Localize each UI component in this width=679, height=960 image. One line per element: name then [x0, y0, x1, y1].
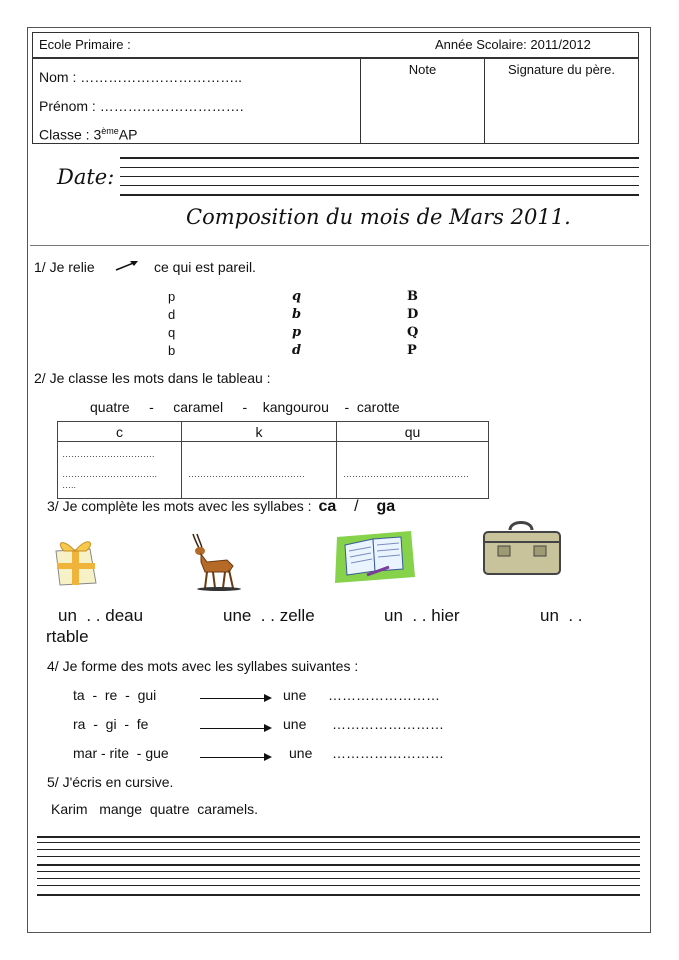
notebook-icon [331, 527, 417, 587]
classe-sup: ème [101, 126, 119, 136]
date-writing-lines [120, 157, 639, 197]
q3-label-text: 3/ Je complète les mots avec les syllabes : [47, 498, 312, 514]
arrow-icon [200, 728, 270, 729]
q4-answer-2[interactable]: …………………… [332, 716, 444, 732]
note-box [360, 58, 485, 144]
arrow-icon [200, 698, 270, 699]
answer-cell-k[interactable] [182, 442, 337, 499]
q5-sentence: Karim mange quatre caramels. [51, 801, 258, 817]
q4-article-3: une [289, 745, 313, 761]
q2-label: 2/ Je classe les mots dans le tableau : [34, 370, 271, 386]
header-school-row [32, 32, 639, 58]
syllable-ga: ga [376, 498, 396, 515]
q1-label-b: ce qui est pareil. [154, 259, 256, 275]
q4-answer-3[interactable]: …………………… [332, 745, 444, 761]
syllable-ca: ca [318, 498, 337, 515]
answer-cell-c[interactable] [58, 442, 182, 499]
answer-cell-qu[interactable] [337, 442, 489, 499]
student-info-box [32, 58, 361, 144]
satchel-icon [480, 518, 564, 580]
q1-letter: b [168, 343, 176, 358]
arrow-icon [200, 757, 270, 758]
q1-letter: d [168, 307, 176, 322]
q4-label: 4/ Je forme des mots avec les syllabes suivantes : [47, 658, 359, 674]
signature-box [484, 58, 639, 144]
q1-column-capitals [407, 288, 418, 360]
q2-word-list: quatre - caramel - kangourou - carotte [90, 399, 400, 415]
school-label: Ecole Primaire : [39, 37, 131, 52]
q4-article-2: une [283, 716, 307, 732]
q4-answer-1[interactable]: …………………… [328, 687, 440, 703]
q3-word-3: un . . hier [384, 606, 460, 625]
dotted-line: ………………………….. [62, 469, 158, 479]
q1-letter: P [407, 343, 417, 358]
q1-letter: q [168, 325, 176, 340]
q4-syllables-2: ra - gi - fe [73, 716, 149, 732]
col-header-c: c [58, 422, 182, 442]
title-separator [30, 245, 649, 246]
classe-field [39, 126, 137, 143]
q4-article-1: une [283, 687, 307, 703]
q5-label: 5/ J'écris en cursive. [47, 774, 174, 790]
q1-label-a: 1/ Je relie [34, 259, 95, 275]
date-label: Date: [57, 165, 115, 189]
link-arrow-icon [114, 258, 140, 272]
page-title: Composition du mois de Mars 2011. [186, 205, 571, 229]
note-label: Note [408, 62, 437, 77]
q4-syllables-3: mar - rite - gue [73, 745, 169, 761]
q3-label [47, 498, 395, 516]
gift-icon [50, 531, 100, 587]
q1-letter: b [292, 307, 302, 322]
q3-word-4: un . . [540, 606, 583, 625]
prenom-field: Prénom : …………………………. [39, 98, 244, 114]
q1-column-script [168, 288, 175, 360]
q1-letter: D [407, 307, 419, 322]
q3-word-4-cont: rtable [46, 627, 89, 646]
q3-word-2: une . . zelle [223, 606, 315, 625]
col-header-k: k [182, 422, 337, 442]
dotted-line: …………………………. [62, 449, 155, 459]
classe-prefix: Classe : 3 [39, 126, 102, 143]
q1-letter: B [407, 289, 418, 304]
dotted-line: ….. [62, 480, 77, 490]
q1-letter: q [292, 289, 302, 304]
q3-word-1: un . . deau [58, 606, 144, 625]
q1-letter: d [292, 343, 302, 358]
q1-letter: p [292, 325, 302, 340]
q4-syllables-1: ta - re - gui [73, 687, 157, 703]
dotted-line: …………………………………… [343, 469, 469, 479]
q1-letter: p [168, 289, 176, 304]
school-year: Année Scolaire: 2011/2012 [435, 37, 591, 52]
q1-letter: Q [407, 325, 419, 340]
cursive-writing-lines[interactable] [37, 836, 640, 898]
q1-column-cursive [292, 288, 301, 360]
nom-field: Nom : …………………………….. [39, 69, 243, 85]
col-header-qu: qu [337, 422, 489, 442]
sort-table [57, 421, 489, 499]
classe-suffix: AP [118, 126, 138, 143]
dotted-line: ………………………………… [188, 469, 305, 479]
signature-label: Signature du père. [508, 62, 615, 77]
syllable-separator: / [354, 498, 359, 515]
gazelle-icon [183, 530, 245, 592]
